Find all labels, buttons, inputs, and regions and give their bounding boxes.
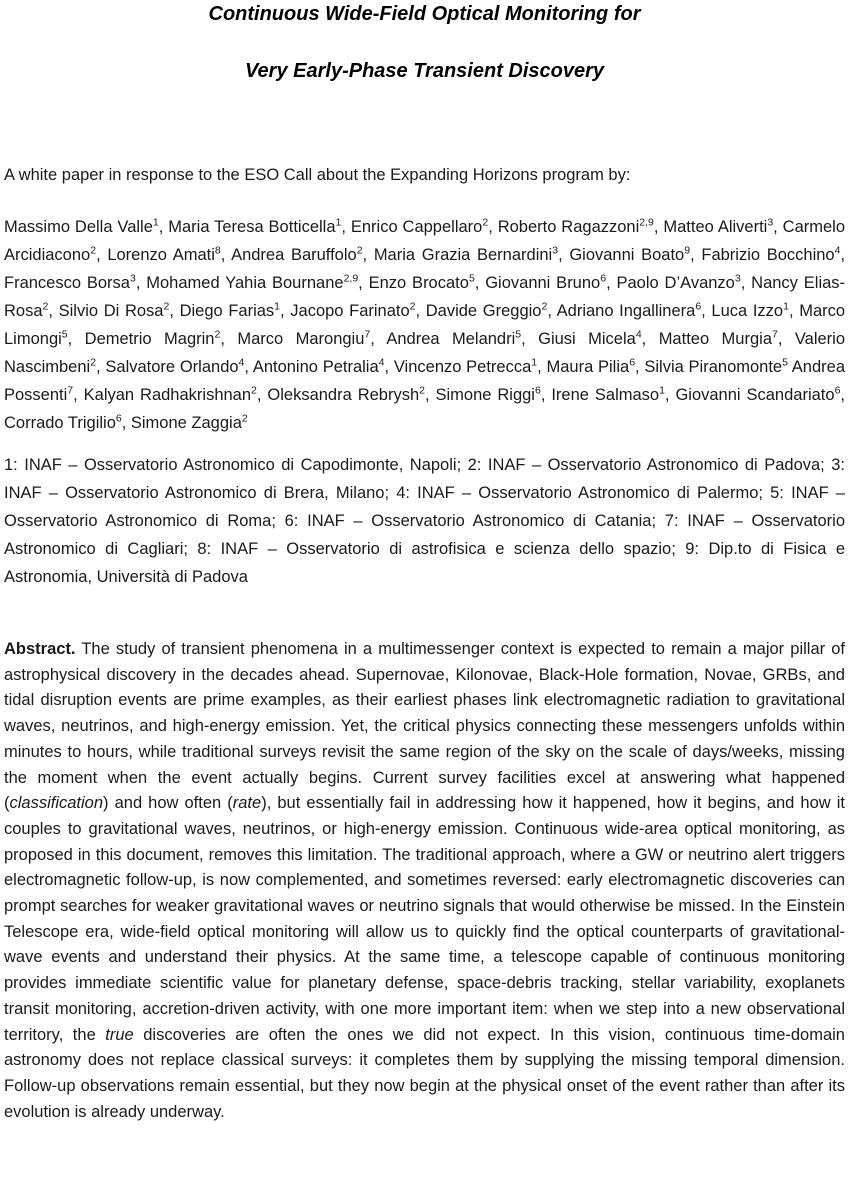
abstract-paragraph: Abstract. The study of transient phenomena in a multimessenger context is expected to remain a major pillar of astrophysical discovery in the decades ahead. Supernovae, Kilonovae, Black-Hole formation, Novae, GRBs, and tidal disruption events are prime examples, as their earliest phases link electromagnetic radiation to gravitational waves, neutrinos, and high-energy emission. Yet, the critical physics connecting these messengers unfolds within minutes to hours, while traditional surveys revisit the same region of the sky on the scale of days/weeks, missing the moment when the event actually begins. Current survey facilities excel at answering what happened (classification) and how often (rate), but essentially fail in addressing how it happened, how it begins, and how it couples to gravitational waves, neutrinos, or high-energy emission. Continuous wide-area optical monitoring, as proposed in this document, removes this limitation. The traditional approach, where a GW or neutrino alert triggers electromagnetic follow-up, is now complemented, and sometimes reversed: early electromagnetic discoveries can prompt searches for weaker gravitational waves or neutrino signals that would otherwise be missed. In the Einstein Telescope era, wide-field optical monitoring will allow us to quickly find the optical counterparts of gravitational-wave events and understand their physics. At the same time, a telescope capable of continuous monitoring provides immediate scientific value for planetary defense, space-debris tracking, stellar variability, exoplanets transit monitoring, accretion-driven activity, with one more important item: when we step into a new observational territory, the true discoveries are often the ones we did not expect. In this vision, continuous time-domain astronomy does not replace classical surveys: it completes them by supplying the missing temporal dimension. Follow-up observations remain essential, but they now begin at the physical onset of the event rather than after its evolution is already underway.	[4, 640, 845, 1121]
paper-title-line2: Very Early-Phase Transient Discovery	[244, 60, 605, 82]
affiliation-list: 1: INAF – Osservatorio Astronomico di Capodimonte, Napoli; 2: INAF – Osservatorio Astronomico di Padova; 3: INAF – Osservatorio Astronomico di Brera, Milano; 4: INAF – Osservatorio Astronomico di Palermo; 5: INAF – Osservatorio Astronomico di Roma; 6: INAF – Osservatorio Astronomico di Catania; 7: INAF – Osservatorio Astronomico di Cagliari; 8: INAF – Osservatorio di astrofisica e scienza dello spazio; 9: Dip.to di Fisica e Astronomia, Università di Padova	[4, 456, 845, 586]
intro-line: A white paper in response to the ESO Call about the Expanding Horizons program by:	[4, 166, 631, 184]
author-list: Massimo Della Valle$^1$, Maria Teresa Botticella$^1$, Enrico Cappellaro$^2$, Roberto Ragazzoni$^{2,9}$, Matteo Aliverti$^3$, Carmelo Arcidiacono$^2$, Lorenzo Amati$^8$, Andrea Baruffolo$^2$, Maria Grazia Bernardini$^3$, Giovanni Boato$^9$, Fabrizio Bocchino$^4$, Francesco Borsa$^3$, Mohamed Yahia Bournane$^{2,9}$, Enzo Brocato$^5$, Giovanni Bruno$^6$, Paolo D’Avanzo$^3$, Nancy Elias-Rosa$^2$, Silvio Di Rosa$^2$, Diego Farias$^1$, Jacopo Farinato$^2$, Davide Greggio$^2$, Adriano Ingallinera$^6$, Luca Izzo$^1$, Marco Limongi$^5$, Demetrio Magrin$^2$, Marco Marongiu$^7$, Andrea Melandri$^5$, Giusi Micela$^4$, Matteo Murgia$^7$, Valerio Nascimbeni$^2$, Salvatore Orlando$^4$, Antonino Petralia$^4$, Vincenzo Petrecca$^1$, Maura Pilia$^6$, Silvia Piranomonte$^5$ Andrea Possenti$^7$, Kalyan Radhakrishnan$^2$, Oleksandra Rebrysh$^2$, Simone Riggi$^6$, Irene Salmaso$^1$, Giovanni Scandariato$^6$, Corrado Trigilio$^6$, Simone Zaggia$^2$	[4, 216, 846, 432]
paper-title-line1: Continuous Wide-Field Optical Monitoring for	[208, 3, 641, 25]
